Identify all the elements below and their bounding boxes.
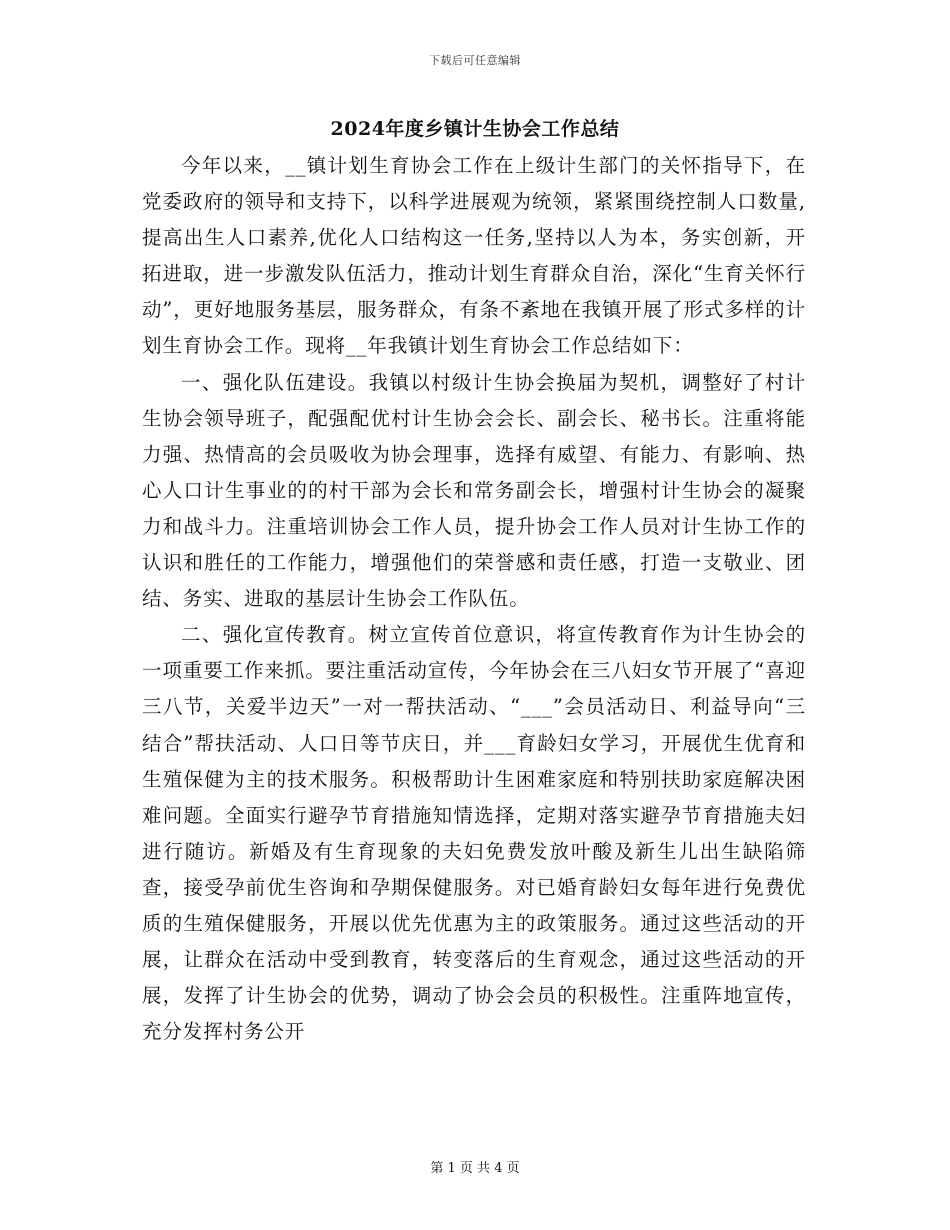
paragraph-publicity-education: 二、强化宣传教育。树立宣传首位意识，将宣传教育作为计生协会的一项重要工作来抓。要注重活动宣传，今年协会在三八妇女节开展了“喜迎三八节，关爱半边天”一对一帮扶活动、“___”会员活动日、利益导向“三结合”帮扶活动、人口日等节庆日，并___育龄妇女学习，开展优生优育和生殖保健为主的技术服务。积极帮助计生困难家庭和特别扶助家庭解决困难问题。全面实行避孕节育措施知情选择，定期对落实避孕节育措施夫妇进行随访。新婚及有生育现象的夫妇免费发放叶酸及新生儿出生缺陷筛查，接受孕前优生咨询和孕期保健服务。对已婚育龄妇女每年进行免费优质的生殖保健服务，开展以优先优惠为主的政策服务。通过这些活动的开展，让群众在活动中受到教育，转变落后的生育观念，通过这些活动的开展，发挥了计生协会的优势，调动了协会会员的积极性。注重阵地宣传，充分发挥村务公开 [142, 623, 806, 1044]
paragraph-team-building: 一、强化队伍建设。我镇以村级计生协会换届为契机，调整好了村计生协会领导班子，配强配优村计生协会会长、副会长、秘书长。注重将能力强、热情高的会员吸收为协会理事，选择有威望、有能力、有影响、热心人口计生事业的的村干部为会长和常务副会长，增强村计生协会的凝聚力和战斗力。注重培训协会工作人员，提升协会工作人员对计生协工作的认识和胜任的工作能力，增强他们的荣誉感和责任感，打造一支敬业、团结、务实、进取的基层计生协会工作队伍。 [142, 370, 806, 611]
page-number: 第 1 页 共 4 页 [430, 1161, 520, 1176]
paragraph-intro: 今年以来，__镇计划生育协会工作在上级计生部门的关怀指导下，在党委政府的领导和支持下，以科学进展观为统领，紧紧围绕控制人口数量,提高出生人口素养,优化人口结构这一任务,坚持以人为本，务实创新，开拓进取，进一步激发队伍活力，推动计划生育群众自治，深化“生育关怀行动”，更好地服务基层，服务群众，有条不紊地在我镇开展了形式多样的计划生育协会工作。现将__年我镇计划生育协会工作总结如下： [142, 154, 806, 358]
page-header-note: 下载后可任意编辑 [429, 54, 521, 67]
document-title: 2024年度乡镇计生协会工作总结 [330, 118, 620, 140]
document-body [142, 148, 806, 1050]
